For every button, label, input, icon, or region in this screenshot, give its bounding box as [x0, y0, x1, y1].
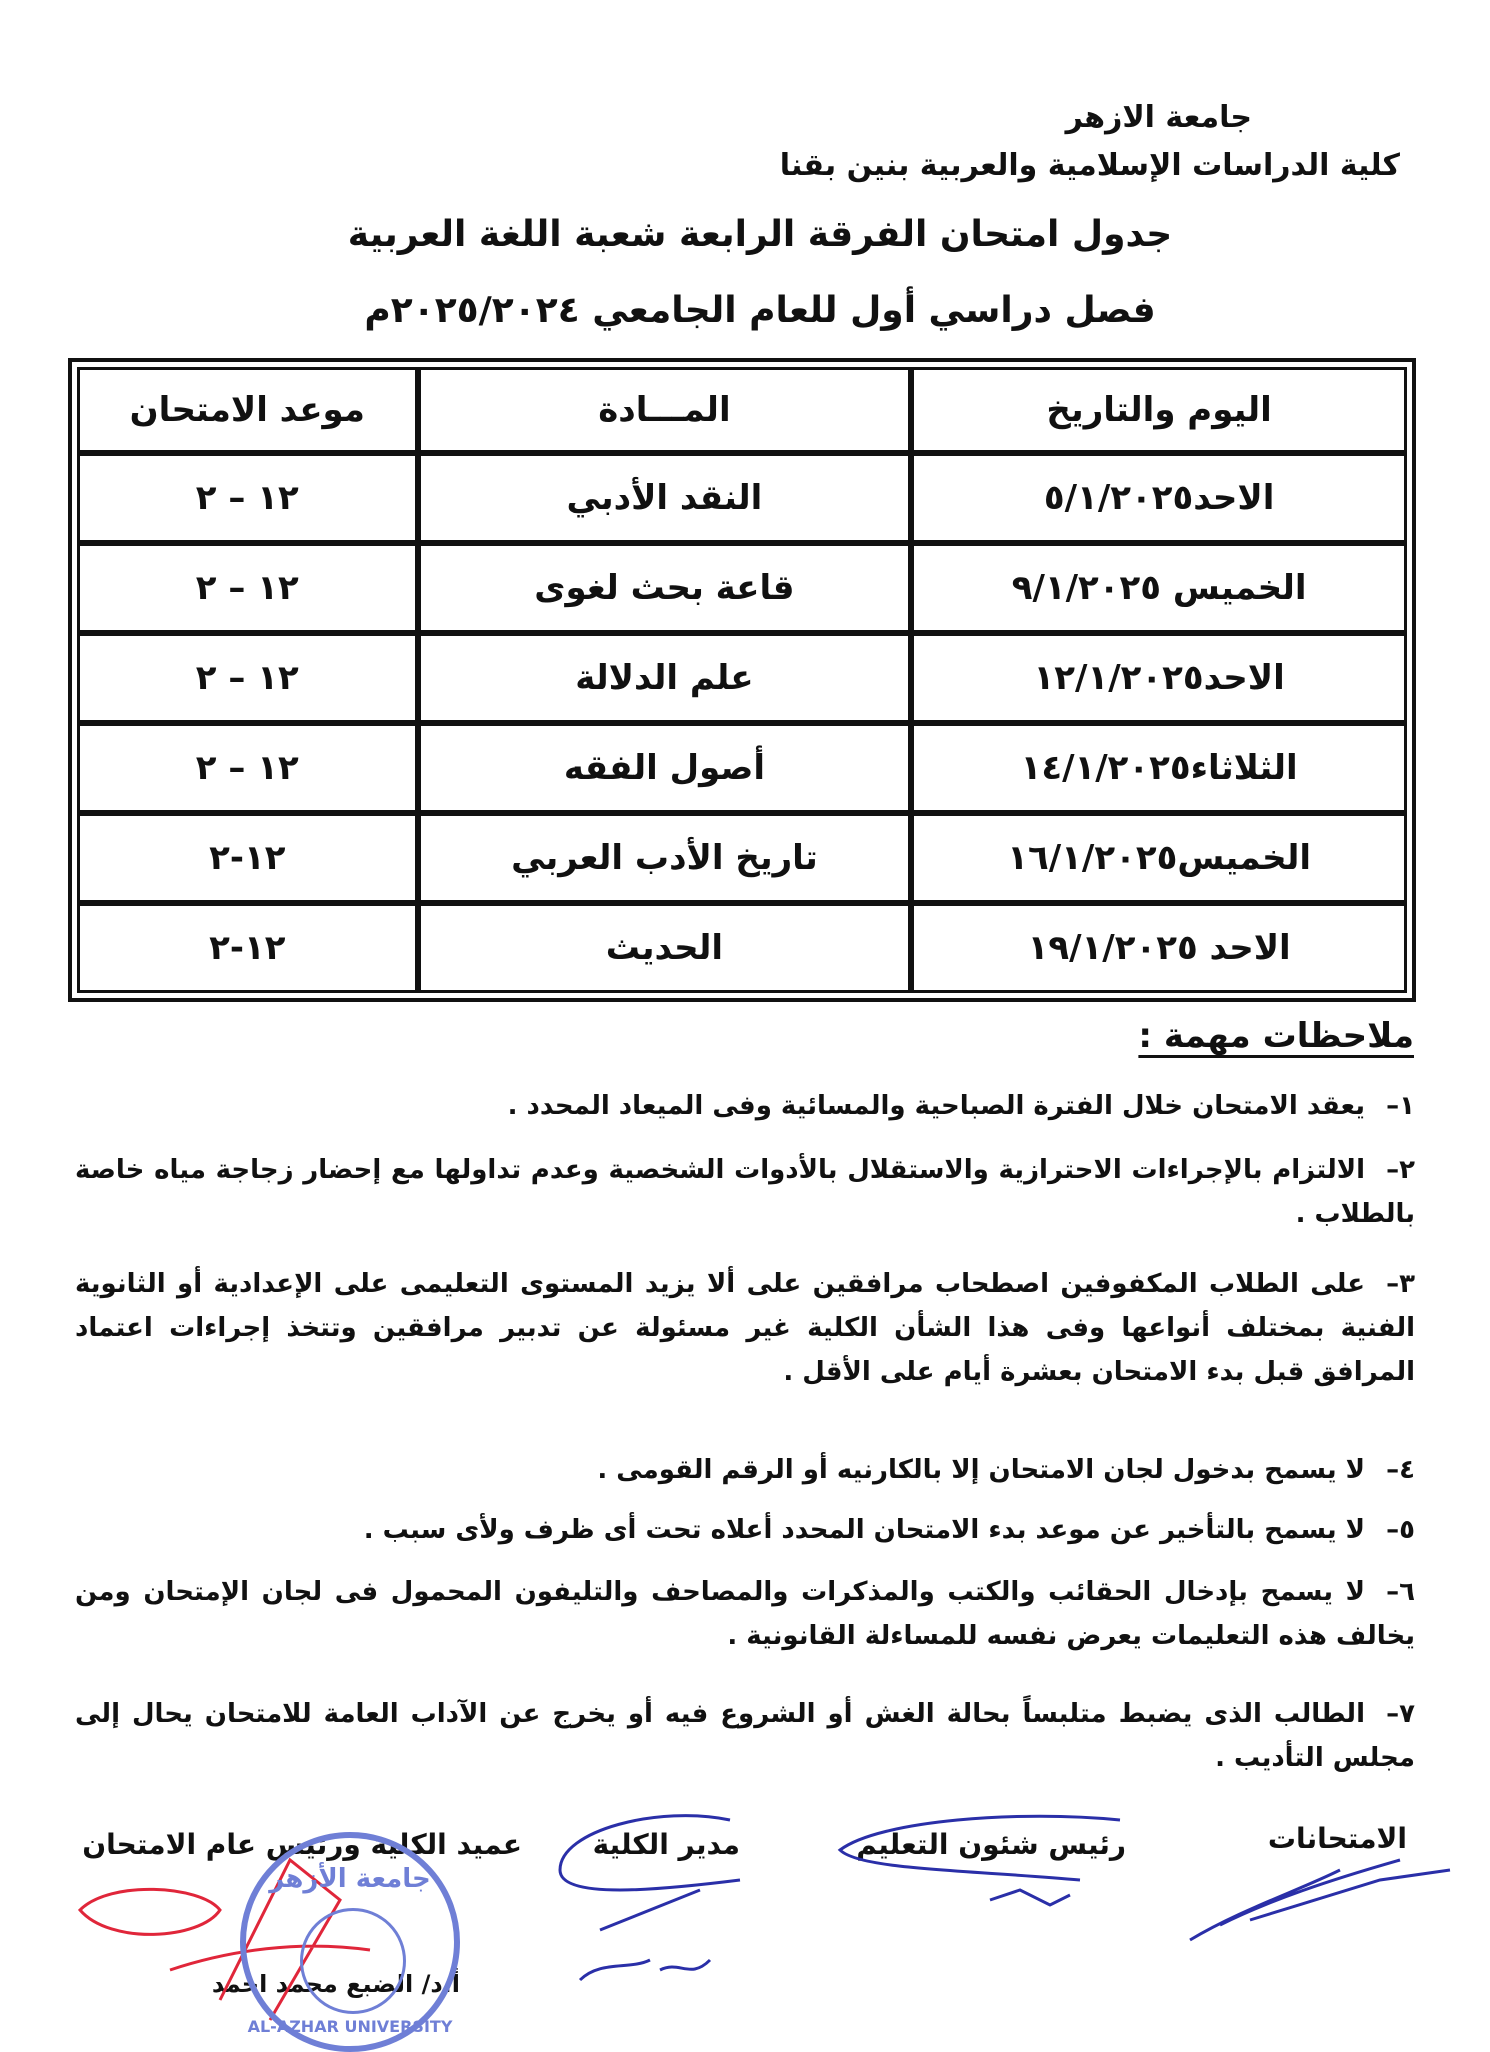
note-item: [75, 1148, 1415, 1236]
cell-time: ١٢ – ٢: [77, 633, 418, 723]
director-signature-scribble: [540, 1810, 780, 2000]
note-number: ٤–: [1386, 1455, 1415, 1485]
note-text: لا يسمح بإدخال الحقائب والكتب والمذكرات والمصاحف والتليفون المحمول فى لجان الإمتحان ومن يخالف هذه التعليمات يعرض نفسه للمساءلة القانونية .: [75, 1577, 1415, 1651]
header-day-date: اليوم والتاريخ: [911, 367, 1407, 453]
signature-label-faculty-director: مدير الكلية: [592, 1828, 740, 1861]
note-number: ٦–: [1386, 1577, 1415, 1607]
signature-label-education-head: رئيس شئون التعليم: [856, 1828, 1126, 1861]
cell-subject: علم الدلالة: [418, 633, 912, 723]
table-row: [77, 543, 1407, 633]
note-item: [75, 1448, 1415, 1492]
note-number: ٥–: [1386, 1515, 1415, 1545]
cell-subject: النقد الأدبي: [418, 453, 912, 543]
table-row: [77, 813, 1407, 903]
note-text: الطالب الذى يضبط متلبساً بحالة الغش أو الشروع فيه أو يخرج عن الآداب العامة للامتحان يحال إلى مجلس التأديب .: [75, 1699, 1415, 1773]
cell-time: ١٢-٢: [77, 903, 418, 993]
header-exam-time: موعد الامتحان: [77, 367, 418, 453]
notes-heading: ملاحظات مهمة :: [1138, 1016, 1414, 1056]
cell-day-date: الاحد ١٩/١/٢٠٢٥: [911, 903, 1407, 993]
cell-time: ١٢-٢: [77, 813, 418, 903]
cell-subject: أصول الفقه: [418, 723, 912, 813]
note-item: [75, 1692, 1415, 1780]
dean-name: أ.د/ الضبع محمد احمد: [211, 1970, 460, 1998]
exam-schedule-table: [68, 358, 1416, 1002]
education-head-signature-scribble: [820, 1810, 1140, 1940]
signature-label-dean: عميد الكلية ورئيس عام الامتحان: [82, 1828, 522, 1861]
cell-subject: الحديث: [418, 903, 912, 993]
note-text: يعقد الامتحان خلال الفترة الصباحية والمسائية وفى الميعاد المحدد .: [507, 1091, 1365, 1121]
stamp-bottom-text: AL-AZHAR UNIVERSITY: [247, 2017, 453, 2036]
note-text: الالتزام بالإجراءات الاحترازية والاستقلال بالأدوات الشخصية وعدم تداولها مع إحضار زجاجة مياه خاصة بالطلاب .: [75, 1155, 1415, 1229]
cell-day-date: الخميس ٩/١/٢٠٢٥: [911, 543, 1407, 633]
note-text: على الطلاب المكفوفين اصطحاب مرافقين على ألا يزيد المستوى التعليمى على الإعدادية أو الثانوية الفنية بمختلف أنواعها وفى هذا الشأن الكلية غير مسئولة عن تدبير مرافقين وتتخذ إجراءات اعتماد المرافق قبل بدء الامتحان بعشرة أيام على الأقل .: [75, 1269, 1415, 1387]
note-item: [75, 1570, 1415, 1658]
signature-label-exams: الامتحانات: [1267, 1822, 1407, 1855]
cell-subject: قاعة بحث لغوى: [418, 543, 912, 633]
note-item: [75, 1508, 1415, 1552]
official-stamp: [240, 1832, 460, 2052]
note-number: ١–: [1386, 1091, 1415, 1121]
note-number: ٧–: [1386, 1699, 1415, 1729]
cell-time: ١٢ – ٢: [77, 453, 418, 543]
note-item: [75, 1084, 1415, 1128]
faculty-name: كلية الدراسات الإسلامية والعربية بنين بقنا: [779, 148, 1400, 183]
stamp-top-text: جامعة الأزهر: [269, 1864, 431, 1894]
cell-day-date: الخميس١٦/١/٢٠٢٥: [911, 813, 1407, 903]
table-row: [77, 453, 1407, 543]
document-title: جدول امتحان الفرقة الرابعة شعبة اللغة العربية: [347, 214, 1173, 255]
header-subject: المـــادة: [418, 367, 912, 453]
note-number: ٣–: [1386, 1269, 1415, 1299]
schedule-grid: [77, 367, 1407, 993]
note-item: [75, 1262, 1415, 1394]
cell-time: ١٢ – ٢: [77, 723, 418, 813]
document-subtitle: فصل دراسي أول للعام الجامعي ٢٠٢٥/٢٠٢٤م: [364, 290, 1156, 331]
note-number: ٢–: [1386, 1155, 1415, 1185]
table-row: [77, 903, 1407, 993]
table-row: [77, 633, 1407, 723]
cell-subject: تاريخ الأدب العربي: [418, 813, 912, 903]
note-text: لا يسمح بالتأخير عن موعد بدء الامتحان المحدد أعلاه تحت أى ظرف ولأى سبب .: [363, 1515, 1365, 1545]
university-name: جامعة الازهر: [1065, 100, 1252, 135]
table-row: [77, 723, 1407, 813]
cell-day-date: الثلاثاء١٤/١/٢٠٢٥: [911, 723, 1407, 813]
stamp-emblem-icon: [300, 1908, 406, 2014]
cell-day-date: الاحد١٢/١/٢٠٢٥: [911, 633, 1407, 723]
exams-signature-scribble: [1180, 1830, 1480, 1950]
table-header-row: [77, 367, 1407, 453]
cell-time: ١٢ – ٢: [77, 543, 418, 633]
note-text: لا يسمح بدخول لجان الامتحان إلا بالكارنيه أو الرقم القومى .: [597, 1455, 1365, 1485]
cell-day-date: الاحد٥/١/٢٠٢٥: [911, 453, 1407, 543]
